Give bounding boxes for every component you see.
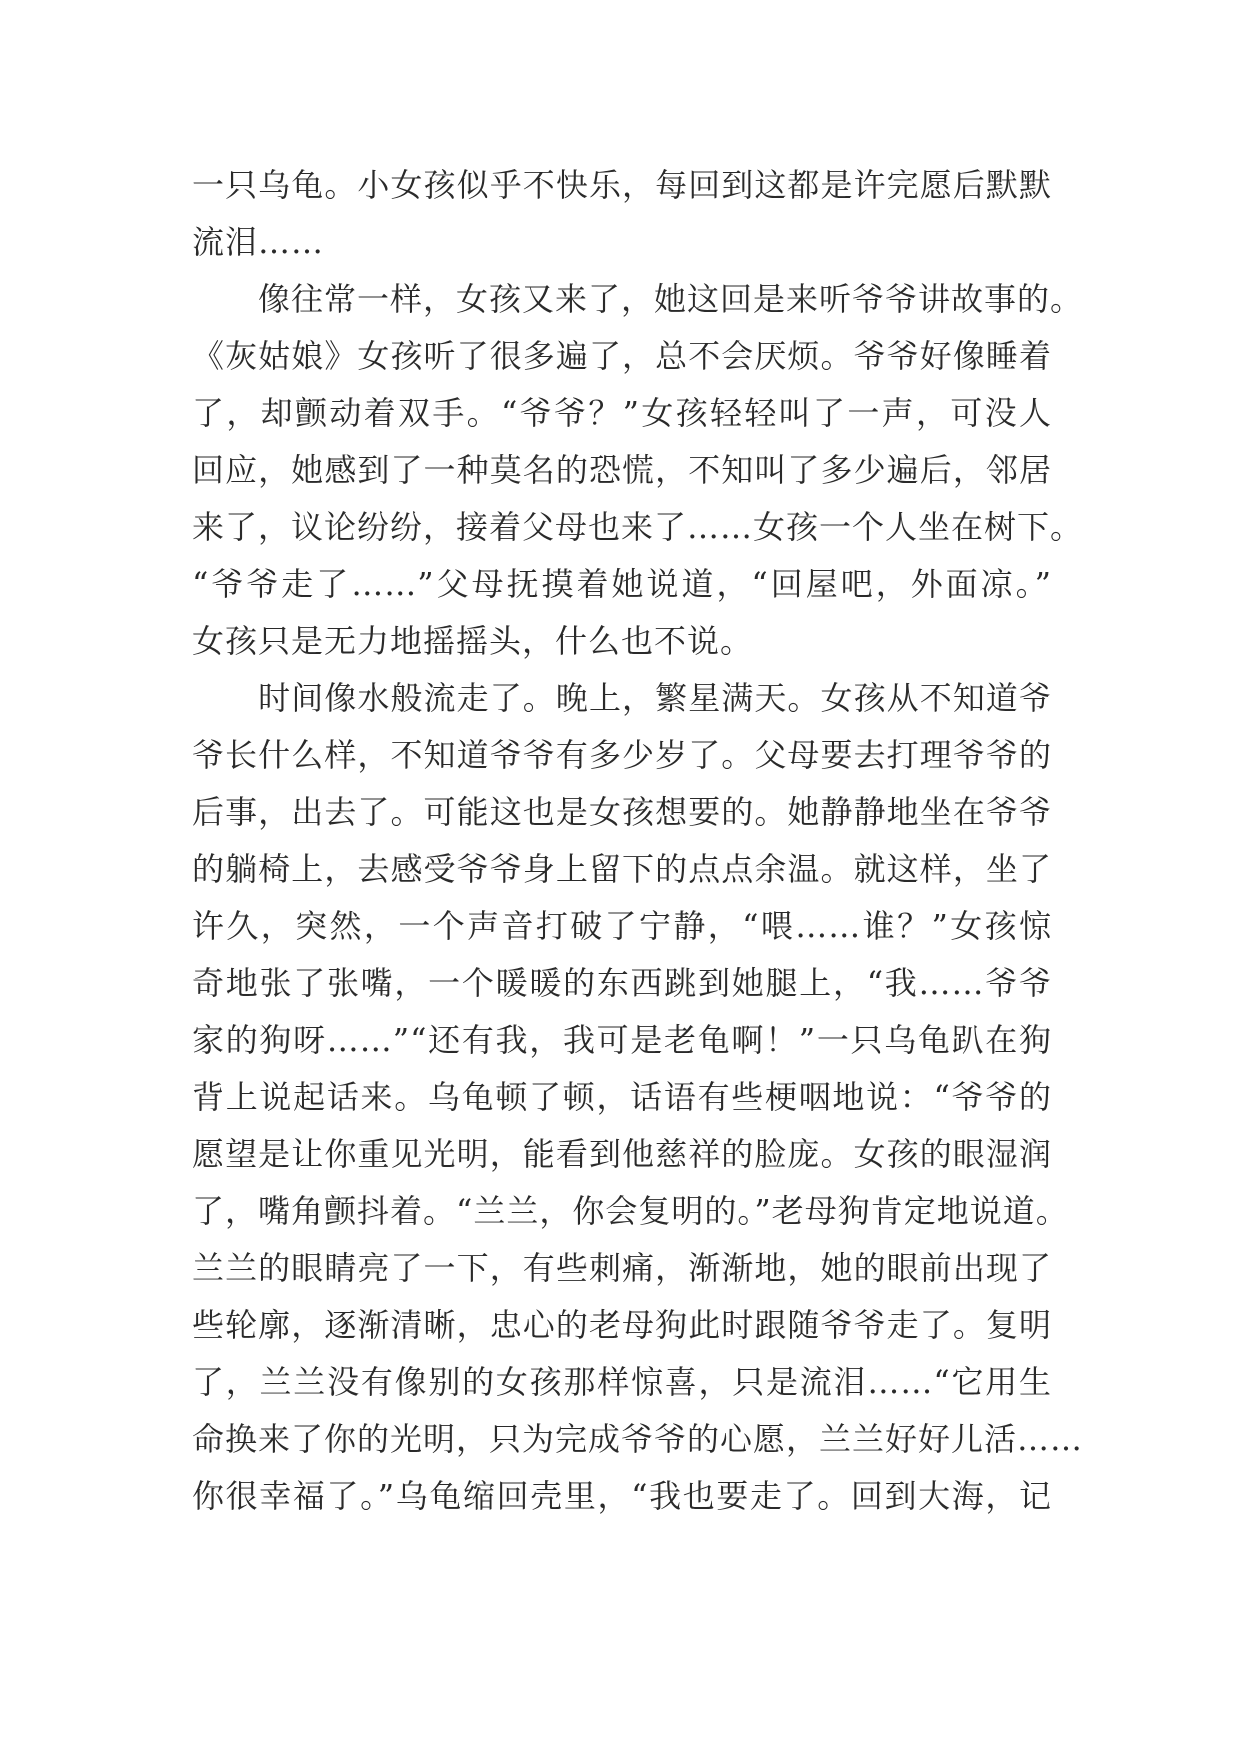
text-line: 了，却颤动着双手。“爷爷？”女孩轻轻叫了一声，可没人: [192, 394, 1052, 432]
text-line: 许久，突然，一个声音打破了宁静，“喂……谁？”女孩惊: [192, 907, 1052, 945]
text-line: 的躺椅上，去感受爷爷身上留下的点点余温。就这样，坐了: [192, 850, 1052, 888]
text-line: 流泪……: [192, 223, 325, 261]
text-line: 愿望是让你重见光明，能看到他慈祥的脸庞。女孩的眼湿润: [192, 1135, 1052, 1173]
text-line: 爷长什么样，不知道爷爷有多少岁了。父母要去打理爷爷的: [192, 736, 1052, 774]
text-line: 像往常一样，女孩又来了，她这回是来听爷爷讲故事的。: [192, 280, 1084, 318]
text-line: 命换来了你的光明，只为完成爷爷的心愿，兰兰好好儿活……: [192, 1420, 1084, 1458]
text-line: 回应，她感到了一种莫名的恐慌，不知叫了多少遍后，邻居: [192, 451, 1052, 489]
text-line: 了，兰兰没有像别的女孩那样惊喜，只是流泪……“它用生: [192, 1363, 1052, 1401]
text-line: 《灰姑娘》女孩听了很多遍了，总不会厌烦。爷爷好像睡着: [192, 337, 1052, 375]
text-line: 了，嘴角颤抖着。“兰兰，你会复明的。”老母狗肯定地说道。: [192, 1192, 1069, 1230]
text-line: 些轮廓，逐渐清晰，忠心的老母狗此时跟随爷爷走了。复明: [192, 1306, 1052, 1344]
text-line: 来了，议论纷纷，接着父母也来了……女孩一个人坐在树下。: [192, 508, 1084, 546]
text-line: 时间像水般流走了。晚上，繁星满天。女孩从不知道爷: [192, 679, 1052, 717]
text-line: 背上说起话来。乌龟顿了顿，话语有些梗咽地说：“爷爷的: [192, 1078, 1052, 1116]
text-line: 兰兰的眼睛亮了一下，有些刺痛，渐渐地，她的眼前出现了: [192, 1249, 1052, 1287]
text-line: 后事，出去了。可能这也是女孩想要的。她静静地坐在爷爷: [192, 793, 1052, 831]
text-line: “爷爷走了……”父母抚摸着她说道，“回屋吧，外面凉。”: [192, 565, 1052, 603]
text-line: 家的狗呀……”“还有我，我可是老龟啊！”一只乌龟趴在狗: [192, 1021, 1052, 1059]
text-line: 奇地张了张嘴，一个暖暖的东西跳到她腿上，“我……爷爷: [192, 964, 1052, 1002]
text-line: 一只乌龟。小女孩似乎不快乐，每回到这都是许完愿后默默: [192, 166, 1052, 204]
body-text: [192, 157, 1084, 1525]
text-line: 女孩只是无力地摇摇头，什么也不说。: [192, 622, 754, 660]
text-line: 你很幸福了。”乌龟缩回壳里，“我也要走了。回到大海，记: [192, 1477, 1052, 1515]
